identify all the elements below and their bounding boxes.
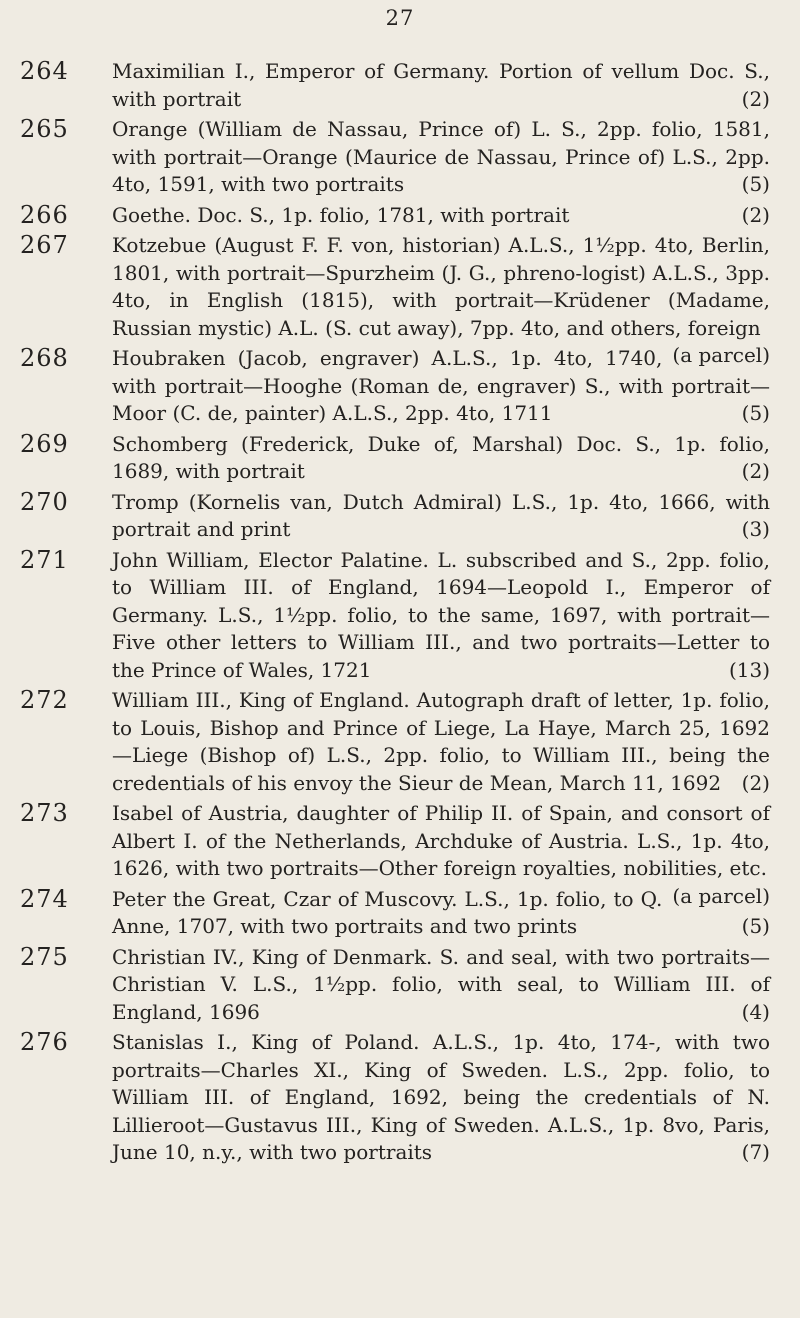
lot-count: (2) bbox=[741, 86, 770, 111]
lot-description: Stanislas I., King of Poland. A.L.S., 1p. 4to, 174-, with two portraits—Charles XI., King of Sweden. L.S., 2pp. folio, to William III. of England, 1692, being the credentials of N. Lillieroot—Gustavus III., King of Sweden. A.L.S., 1p. 8vo, Paris, June 10, n.y., with two portraits (7) bbox=[112, 1029, 770, 1167]
lot-number: 265 bbox=[20, 115, 69, 143]
lot-number: 276 bbox=[20, 1028, 69, 1056]
lot-entry bbox=[0, 58, 800, 113]
lot-count: (7) bbox=[741, 1140, 770, 1164]
lot-entry bbox=[0, 202, 800, 230]
lot-description: Christian IV., King of Denmark. S. and seal, with two portraits—Christian V. L.S., 1½pp. folio, with seal, to William III. of England, 1696 (4) bbox=[112, 944, 770, 1027]
lot-entry bbox=[0, 345, 800, 428]
lot-description: William III., King of England. Autograph draft of letter, 1p. folio, to Louis, Bishop and Prince of Liege, La Haye, March 25, 1692—Liege (Bishop of) L.S., 2pp. folio, to William III., being the credentials of his envoy the Sieur de Mean, March 11, 1692 (2) bbox=[112, 687, 770, 797]
lot-entry bbox=[0, 489, 800, 544]
lot-number: 273 bbox=[20, 799, 69, 827]
lot-number: 268 bbox=[20, 344, 69, 372]
lot-count: (2) bbox=[741, 202, 770, 227]
lot-entry bbox=[0, 1029, 800, 1167]
lot-number: 270 bbox=[20, 487, 69, 516]
lot-number: 266 bbox=[20, 200, 69, 229]
lot-number: 275 bbox=[20, 942, 69, 971]
lot-entry bbox=[0, 687, 800, 797]
page-number: 27 bbox=[385, 6, 415, 30]
lot-description: Tromp (Kornelis van, Dutch Admiral) L.S., 1p. 4to, 1666, with portrait and print (3) bbox=[112, 489, 770, 544]
lot-count: (2) bbox=[741, 770, 770, 795]
lot-count: (3) bbox=[741, 517, 770, 541]
lot-entry bbox=[0, 547, 800, 685]
lot-count: (5) bbox=[741, 401, 770, 425]
lot-number: 272 bbox=[20, 686, 69, 714]
lot-description: Isabel of Austria, daughter of Philip II. of Spain, and consort of Albert I. of the Netherlands, Archduke of Austria. L.S., 1p. 4to, 1626, with two portraits—Other foreign royalties, nobilities, etc. (a parcel) bbox=[112, 800, 770, 883]
lot-count: (5) bbox=[741, 172, 770, 196]
lot-number: 269 bbox=[20, 429, 69, 458]
lot-entry bbox=[0, 116, 800, 199]
lot-description: Maximilian I., Emperor of Germany. Portion of vellum Doc. S., with portrait (2) bbox=[112, 58, 770, 113]
lot-description: Goethe. Doc. S., 1p. folio, 1781, with portrait (2) bbox=[112, 202, 770, 230]
lot-entry bbox=[0, 944, 800, 1027]
lot-number: 274 bbox=[20, 884, 69, 913]
lot-description: Peter the Great, Czar of Muscovy. L.S., 1p. folio, to Q. Anne, 1707, with two portraits and two prints (5) bbox=[112, 886, 770, 941]
lot-entry bbox=[0, 431, 800, 486]
lot-count: (a parcel) bbox=[672, 883, 770, 908]
lot-number: 264 bbox=[20, 57, 69, 85]
lot-number: 271 bbox=[20, 545, 69, 574]
lot-count: (a parcel) bbox=[672, 343, 770, 367]
lot-count: (13) bbox=[728, 657, 770, 682]
lot-description: Orange (William de Nassau, Prince of) L. S., 2pp. folio, 1581, with portrait—Orange (Maurice de Nassau, Prince of) L.S., 2pp. 4to, 1591, with two portraits (5) bbox=[112, 116, 770, 199]
lot-description: John William, Elector Palatine. L. subscribed and S., 2pp. folio, to William III. of England, 1694—Leopold I., Emperor of Germany. L.S., 1½pp. folio, to the same, 1697, with portrait—Five other letters to William III., and two portraits—Letter to the Prince of Wales, 1721 (13) bbox=[112, 547, 770, 685]
lot-description: Kotzebue (August F. F. von, historian) A.L.S., 1½pp. 4to, Berlin, 1801, with portrait—Spurzheim (J. G., phreno-logist) A.L.S., 3pp. 4to, in English (1815), with portrait—Krüdener (Madame, Russian mystic) A.L. (S. cut away), 7pp. 4to, and others, foreign (a parcel) bbox=[112, 232, 770, 342]
lot-count: (4) bbox=[741, 999, 770, 1024]
lot-number: 267 bbox=[20, 231, 69, 259]
lot-count: (2) bbox=[741, 459, 770, 483]
lot-description: Houbraken (Jacob, engraver) A.L.S., 1p. 4to, 1740, with portrait—Hooghe (Roman de, engraver) S., with portrait—Moor (C. de, painter) A.L.S., 2pp. 4to, 1711 (5) bbox=[112, 345, 770, 428]
lot-entry bbox=[0, 886, 800, 941]
lot-count: (5) bbox=[741, 914, 770, 938]
lot-list bbox=[0, 58, 800, 1170]
lot-description: Schomberg (Frederick, Duke of, Marshal) Doc. S., 1p. folio, 1689, with portrait (2) bbox=[112, 431, 770, 486]
